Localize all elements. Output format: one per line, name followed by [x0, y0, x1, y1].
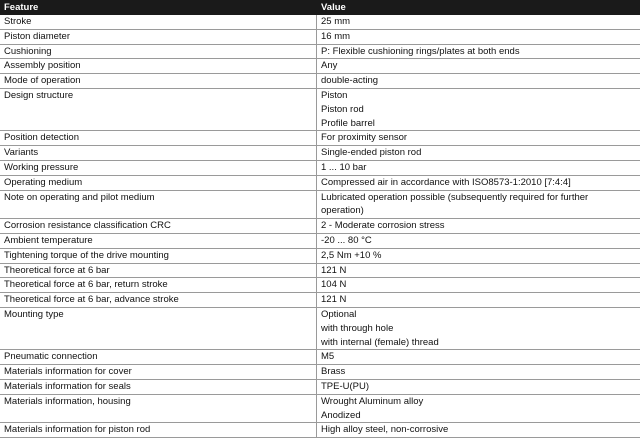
value-cell — [317, 176, 640, 190]
feature-cell — [0, 219, 317, 233]
value-cell — [317, 234, 640, 248]
value-text: 104 N — [321, 279, 347, 291]
value-text: 2 - Moderate corrosion stress — [321, 220, 445, 232]
value-text: High alloy steel, non-corrosive — [321, 424, 449, 436]
feature-cell — [0, 293, 317, 307]
table-row — [0, 293, 640, 308]
value-text: 121 N — [321, 294, 347, 306]
feature-label: Materials information, housing — [4, 395, 131, 407]
feature-label: Theoretical force at 6 bar, return stroke — [4, 279, 168, 291]
value-text: operation) — [321, 205, 364, 217]
value-text: P: Flexible cushioning rings/plates at both ends — [321, 45, 520, 57]
value-cell — [317, 131, 640, 145]
feature-label: Materials information for cover — [4, 366, 132, 378]
feature-label: Working pressure — [4, 161, 79, 173]
feature-cell — [0, 380, 317, 394]
value-text: 16 mm — [321, 30, 351, 42]
table-row — [0, 423, 640, 438]
value-cell — [317, 249, 640, 263]
feature-label: Design structure — [4, 89, 74, 101]
feature-cell — [0, 59, 317, 73]
feature-cell — [0, 161, 317, 175]
value-cell — [317, 191, 640, 219]
table-row — [0, 380, 640, 395]
table-row — [0, 365, 640, 380]
value-text: -20 ... 80 °C — [321, 234, 372, 246]
feature-cell — [0, 234, 317, 248]
value-text: Single-ended piston rod — [321, 147, 422, 159]
feature-label: Cushioning — [4, 45, 52, 57]
table-row — [0, 395, 640, 424]
feature-cell — [0, 395, 317, 423]
feature-cell — [0, 308, 317, 349]
feature-cell — [0, 131, 317, 145]
feature-column-header: Feature — [4, 2, 39, 13]
table-row — [0, 191, 640, 220]
value-text: 25 mm — [321, 16, 351, 27]
value-cell — [317, 395, 640, 423]
value-cell — [317, 45, 640, 59]
table-row — [0, 176, 640, 191]
value-column-header: Value — [321, 2, 346, 13]
value-cell — [317, 308, 640, 349]
feature-label: Position detection — [4, 132, 79, 144]
feature-cell — [0, 278, 317, 292]
feature-label: Materials information for piston rod — [4, 424, 151, 436]
value-cell — [317, 74, 640, 88]
feature-label: Tightening torque of the drive mounting — [4, 249, 169, 261]
value-text: Compressed air in accordance with ISO8573-1:2010 [7:4:4] — [321, 176, 571, 188]
value-cell — [317, 365, 640, 379]
feature-cell — [0, 350, 317, 364]
value-text: Optional — [321, 308, 357, 320]
value-cell — [317, 161, 640, 175]
feature-label: Pneumatic connection — [4, 351, 98, 363]
feature-cell — [0, 74, 317, 88]
table-row — [0, 278, 640, 293]
feature-label: Ambient temperature — [4, 234, 93, 246]
feature-label: Materials information for seals — [4, 380, 131, 392]
value-text: M5 — [321, 351, 335, 363]
value-text: double-acting — [321, 75, 379, 87]
value-cell — [317, 293, 640, 307]
value-text: For proximity sensor — [321, 132, 408, 144]
feature-cell — [0, 191, 317, 219]
feature-label: Note on operating and pilot medium — [4, 191, 155, 203]
feature-cell — [0, 15, 317, 29]
feature-label: Corrosion resistance classification CRC — [4, 220, 171, 232]
value-text: 1 ... 10 bar — [321, 161, 367, 173]
table-row — [0, 15, 640, 30]
feature-label: Mode of operation — [4, 75, 81, 87]
table-row — [0, 74, 640, 89]
table-row — [0, 131, 640, 146]
value-cell — [317, 59, 640, 73]
feature-label: Assembly position — [4, 60, 81, 72]
feature-label: Variants — [4, 147, 39, 159]
feature-label: Piston diameter — [4, 30, 71, 42]
table-row — [0, 219, 640, 234]
value-text: Wrought Aluminum alloy — [321, 395, 424, 407]
value-text: Piston — [321, 89, 348, 101]
table-row — [0, 264, 640, 279]
value-cell — [317, 423, 640, 437]
feature-cell — [0, 249, 317, 263]
value-cell — [317, 350, 640, 364]
table-row — [0, 234, 640, 249]
table-header — [0, 0, 640, 15]
value-text: TPE-U(PU) — [321, 380, 370, 392]
value-text: with internal (female) thread — [321, 336, 439, 348]
value-text: Piston rod — [321, 103, 364, 115]
table-row — [0, 45, 640, 60]
table-row — [0, 146, 640, 161]
value-cell — [317, 219, 640, 233]
table-row — [0, 89, 640, 131]
value-cell — [317, 30, 640, 44]
value-cell — [317, 264, 640, 278]
feature-cell — [0, 423, 317, 437]
value-text: Anodized — [321, 409, 361, 421]
feature-label: Operating medium — [4, 176, 83, 188]
table-row — [0, 59, 640, 74]
feature-label: Stroke — [4, 16, 32, 27]
value-cell — [317, 89, 640, 130]
value-text: Profile barrel — [321, 117, 375, 129]
table-row — [0, 161, 640, 176]
value-cell — [317, 146, 640, 160]
value-text: 121 N — [321, 264, 347, 276]
table-row — [0, 350, 640, 365]
feature-cell — [0, 264, 317, 278]
feature-label: Theoretical force at 6 bar, advance stroke — [4, 294, 179, 306]
value-cell — [317, 380, 640, 394]
value-cell — [317, 278, 640, 292]
feature-cell — [0, 30, 317, 44]
feature-cell — [0, 45, 317, 59]
value-text: 2,5 Nm +10 % — [321, 249, 382, 261]
feature-cell — [0, 89, 317, 130]
table-row — [0, 308, 640, 350]
value-text: Brass — [321, 366, 346, 378]
value-text: Any — [321, 60, 338, 72]
feature-cell — [0, 176, 317, 190]
feature-label: Mounting type — [4, 308, 64, 320]
table-row — [0, 249, 640, 264]
value-text: Lubricated operation possible (subsequently required for further — [321, 191, 589, 203]
feature-label: Theoretical force at 6 bar — [4, 264, 110, 276]
feature-cell — [0, 146, 317, 160]
table-body — [0, 15, 640, 438]
feature-cell — [0, 365, 317, 379]
value-text: with through hole — [321, 322, 394, 334]
table-row — [0, 30, 640, 45]
value-cell — [317, 15, 640, 29]
